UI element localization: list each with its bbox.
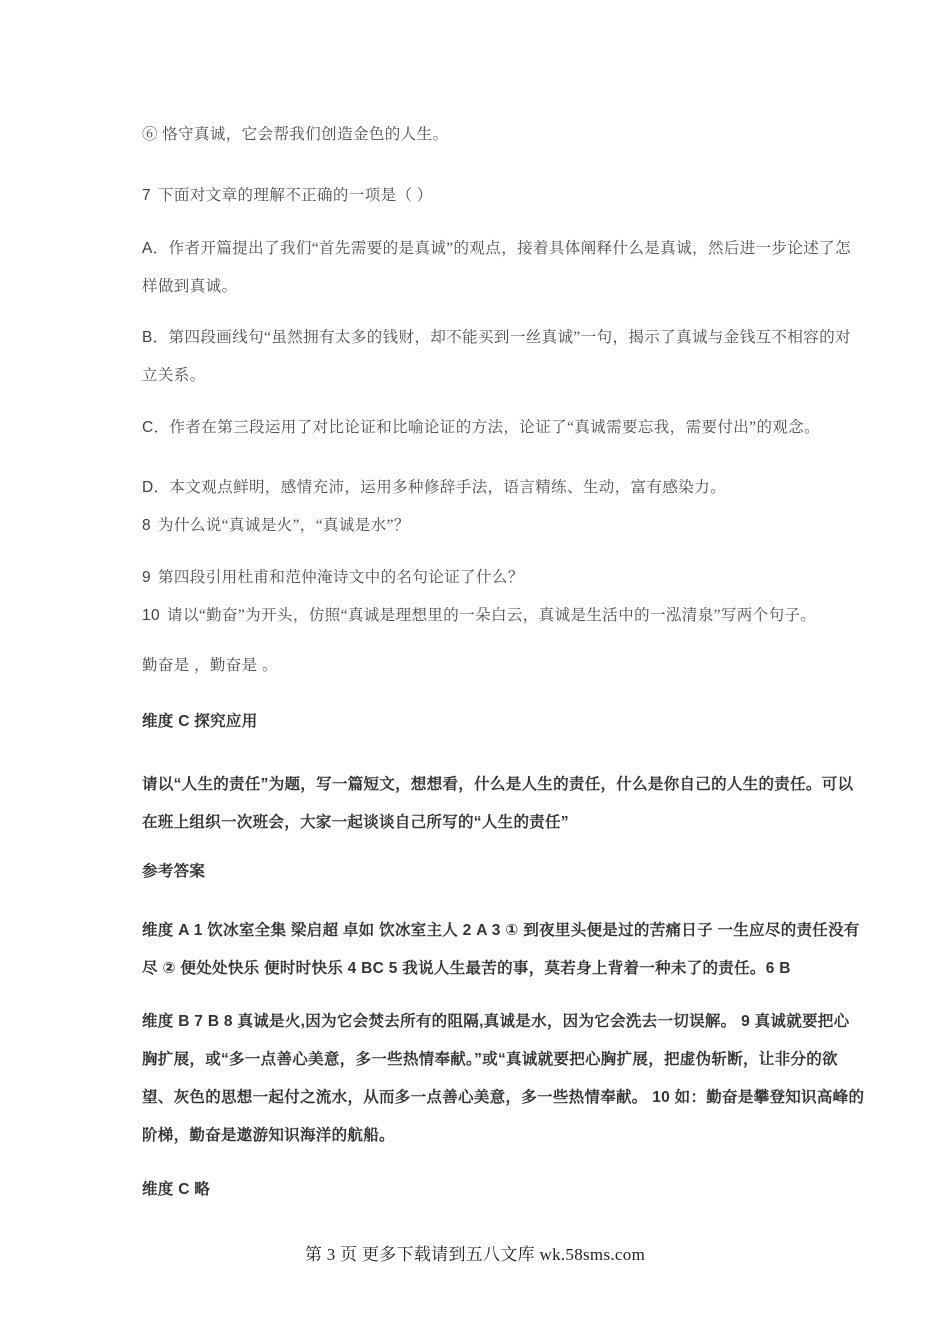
answers-dim-a-line-1: 维度 A 1 饮冰室全集 梁启超 卓如 饮冰室主人 2 A 3 ① 到夜里头便是过的苦痛日子 一生应尽的责任没有: [142, 922, 860, 939]
option-c: [142, 409, 821, 447]
answers-dim-b-line-3: 望、灰色的思想一起付之流水，从而多一点善心美意，多一些热情奉献。 10 如：勤奋是攀登知识高峰的: [142, 1089, 865, 1106]
option-b-marker: B．: [142, 329, 169, 346]
question-10-number: 10: [142, 607, 161, 624]
question-9: [142, 559, 812, 597]
question-8-number: 8: [142, 517, 152, 534]
option-d-line: [142, 469, 812, 507]
fill-in-blank-line: 勤奋是 ，勤奋是 。: [142, 657, 278, 674]
dimension-c-heading-text: 维度 C 探究应用: [142, 713, 258, 730]
page-footer: 第 3 页 更多下载请到五八文库 wk.58sms.com: [304, 1245, 646, 1264]
answers-dim-b-line-2: 胸扩展，或“多一点善心美意，多一些热情奉献。”或“真诚就要把心胸扩展，把虚伪斩断，让非分的欲: [142, 1051, 838, 1068]
answers-heading: [142, 853, 812, 891]
question-7-line: [142, 177, 812, 215]
answers-dim-b-line-1: 维度 B 7 B 8 真诚是火,因为它会焚去所有的阻隔,真诚是水，因为它会洗去一切误解。 9 真诚就要把心: [142, 1013, 850, 1030]
question-7-number: 7: [142, 187, 152, 204]
question-9-number: 9: [142, 569, 152, 586]
option-a-line-2: 样做到真诚。: [142, 278, 238, 295]
option-a-line-1: [142, 230, 852, 268]
answers-dimension-a: [142, 912, 860, 988]
question-9-text: 第四段引用杜甫和范仲淹诗文中的名句论证了什么？: [158, 569, 524, 586]
question-10-line: [142, 597, 817, 635]
question-10-text: 请以“勤奋”为开头，仿照“真诚是理想里的一朵白云，真诚是生活中的一泓清泉”写两个句子。: [167, 607, 817, 624]
question-10: [142, 597, 817, 635]
dimension-c-task-line-1: 请以“人生的责任”为题，写一篇短文，想想看，什么是人生的责任，什么是你自己的人生的责任。可以: [142, 776, 854, 793]
option-c-text: 作者在第三段运用了对比论证和比喻论证的方法，论证了“真诚需要忘我，需要付出”的观念。: [169, 419, 821, 436]
dimension-c-heading: [142, 703, 812, 741]
option-d-marker: D．: [142, 479, 170, 496]
answers-dimension-c: [142, 1171, 812, 1209]
option-b-text-1: 第四段画线句“虽然拥有太多的钱财，却不能买到一丝真诚”一句，揭示了真诚与金钱互不相容的对: [168, 329, 852, 346]
option-c-marker: C．: [142, 419, 170, 436]
question-7: [142, 177, 812, 215]
option-c-line: [142, 409, 821, 447]
option-b: [142, 319, 852, 395]
dimension-c-task-line-2: 在班上组织一次班会，大家一起谈谈自己所写的“人生的责任”: [142, 814, 569, 831]
paragraph-point-6: [142, 116, 812, 154]
answers-dim-a-line-2: 尽 ② 便处处快乐 便时时快乐 4 BC 5 我说人生最苦的事，莫若身上背着一种未了的责任。6 B: [142, 960, 791, 977]
question-7-text: 下面对文章的理解不正确的一项是（ ）: [158, 187, 433, 204]
question-8-text: 为什么说“真诚是火”，“真诚是水”？: [158, 517, 410, 534]
question-8-line: [142, 507, 812, 545]
option-d: [142, 469, 812, 507]
option-a-text-1: 作者开篇提出了我们“首先需要的是真诚”的观点，接着具体阐释什么是真诚，然后进一步论述了怎: [168, 240, 852, 257]
question-8: [142, 507, 812, 545]
answers-dimension-b: [142, 1003, 865, 1155]
dimension-c-task: [142, 766, 854, 842]
option-a-marker: A．: [142, 240, 169, 257]
option-d-text: 本文观点鲜明，感情充沛，运用多种修辞手法，语言精练、生动，富有感染力。: [169, 479, 727, 496]
point-6-line: ⑥ 恪守真诚，它会帮我们创造金色的人生。: [142, 126, 449, 143]
question-9-line: [142, 559, 812, 597]
answers-dim-b-line-4: 阶梯，勤奋是遨游知识海洋的航船。: [142, 1127, 395, 1144]
fill-in-blank: [142, 647, 812, 685]
option-b-line-1: [142, 319, 852, 357]
option-b-line-2: 立关系。: [142, 367, 206, 384]
answers-heading-text: 参考答案: [142, 863, 206, 880]
answers-dim-c-text: 维度 C 略: [142, 1181, 211, 1198]
option-a: [142, 230, 852, 306]
